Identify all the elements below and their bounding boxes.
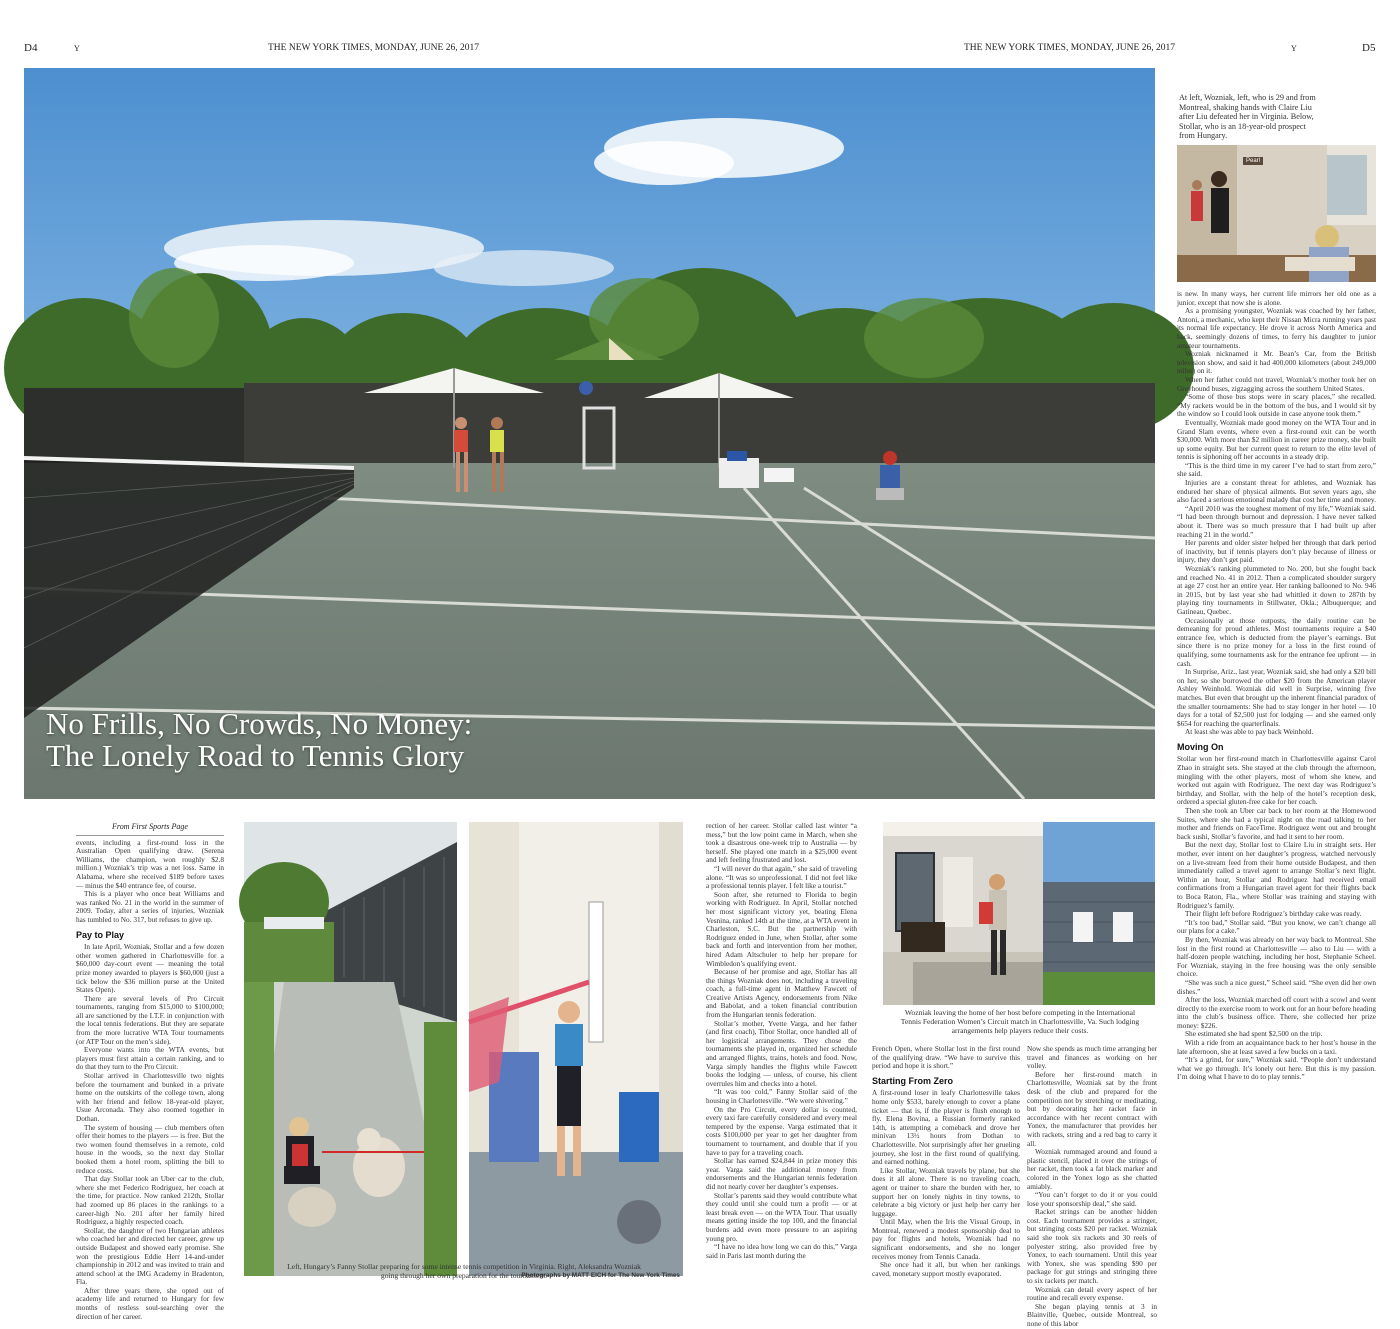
paragraph: Stollar, the daughter of two Hungarian athletes who coached her and directed her career, grew up outside Budapest and showed early promise. She won the prestigious Eddie Herr 14-and-under championship in 2012 and was invited to train and attend school at the IMG Academy in Bradenton, Fla. [76,1225,224,1287]
running-header-left: THE NEW YORK TIMES, MONDAY, JUNE 26, 2017 [268,43,479,53]
paragraph: “April 2010 was the toughest moment of my life,” Wozniak said. “I had been through burnout and depression. I have never talked about it. There was so much pressure that I had built up after reaching 21 in the world.” [1177,503,1376,539]
paragraph: Wozniak can detail every aspect of her routine and recall every expense. [1027,1284,1157,1303]
paragraph: Now she spends as much time arranging her travel and finances as working on her volley. [1027,1044,1157,1071]
paragraph: She began playing tennis at 3 in Blainville, Quebec, outside Montreal, so none of this labor [1027,1301,1157,1328]
paragraph: A first-round loser in leafy Charlottesville takes home only $533, barely enough to cover a plane ticket — that is, if the player is flush enough to fly. Elena Bovina, a Russian formerly ranked 14th, is attempting a comeback and drove her minivan 13½ hours from Dothan to Charlottesville. Not surprisingly after her grueling journey, she lost in the first round of qualifying, and earned nothing. [872,1088,1020,1167]
paragraph: Her parents and older sister helped her through that dark period of inactivity, but if tennis players don’t play because of illness or injury, they don’t get paid. [1177,538,1376,565]
paragraph: “I will never do that again,” she said of traveling alone. “It was so unprofessional. I did not feel like a professional tennis player. I felt like a tourist.” [706,863,857,891]
porch-photo [883,822,1155,1005]
page-number-right: D5 [1362,42,1376,54]
paragraph: Before her first-round match in Charlottesville, Wozniak sat by the front desk of the club and prepared for the competition not by stretching or meditating, but by decorating her racket face in accordance with her recent contract with Yonex, the manufacturer that provides her with rackets, string and a red bag to carry it all. [1027,1069,1157,1148]
photo-caption-pair: Left, Hungary’s Fanny Stollar preparing for some intense tennis competition in Virginia. Right, Aleksandra Wozniak going through her own preparation for the tournament. [287,1262,641,1280]
paragraph: She once had it all, but when her rankings caved, monetary support mostly evaporated. [872,1260,1020,1278]
paragraph: Wozniak rummaged around and found a plastic stencil, placed it over the strings of her racket, then took a fat black marker and colored in the Yonex logo as she chatted amiably. [1027,1147,1157,1191]
wozniak-stretching-illustration [469,822,683,1276]
stollar-dogs-photo [244,822,457,1276]
paragraph: events, including a first-round loss in the Australian Open qualifying draw. (Serena Williams, the champion, won roughly $2.8 million.) Wozniak’s trip was a net loss. Same in Alabama, where she received $189 before taxes — minus the $40 entrance fee, of course. [76,837,224,890]
paragraph: Everyone wants into the WTA events, but players must first attain a certain ranking, and to do that they turn to the Pro Circuit. [76,1045,224,1072]
headline-line-1: No Frills, No Crowds, No Money: [46,706,473,741]
page-number-left: D4 [24,42,38,54]
paragraph: Because of her promise and age, Stollar has all the things Wozniak does not, including a traveling coach, a full-time agent in Matthew Fawcett of Creative Artists Agency, endorsements from Nike and Babolat, and a token financial contribution from the Hungarian tennis federation. [706,967,857,1020]
paragraph: “She was such a nice guest,” Scheel said. “She even did her own dishes.” [1177,977,1376,996]
paragraph: By then, Wozniak was already on her way back to Montreal. She lost in the first round at Charlottesville — also to Liu — with a half-dozen people watching, including her host, Stephanie Scheel. For Wozniak, staying in the free housing was the only sensible choice. [1177,934,1376,979]
subhead-pay-to-play: Pay to Play [76,929,125,940]
paragraph: “It’s a grind, for sure,” Wozniak said. “People don’t understand what we go through. It’s lonely out here. But this is my passion. I’m doing what I have to do to play tennis.” [1177,1055,1376,1082]
porch-illustration [883,822,1155,1005]
paragraph: Occasionally at those outposts, the daily routine can be demeaning for proud athletes. Most tournaments require a $40 entrance fee, which is deducted from the player’s earnings. But since there is no prize money for a loss in the first round of qualifying, some tournaments ask for the entrance fee upfront — in cash. [1177,615,1376,668]
paragraph: In Surprise, Ariz., last year, Wozniak said, she had only a $20 bill on her, so she borrowed the other $20 from the American player Ashley Weinhold. Wozniak did well in Surprise, winning five matches. But even that brought up the inherent financial paradox of the smaller tournaments: She had to stay longer in her hotel — 10 days for a total of $2,500 just for lodging — and she earned only $654 for reaching the quarterfinals. [1177,667,1376,728]
paragraph: On the Pro Circuit, every dollar is counted, every taxi fare carefully considered and every meal tempered by the expense. Varga estimated that it costs $100,000 per year to get her daughter from tournament to tournament, and double that if you have to pay for a traveling coach. [706,1104,857,1157]
paragraph: “It’s too bad,” Stollar said. “But you know, we can’t change all our plans for a cake.” [1177,917,1376,936]
article-column-1 [76,822,224,1321]
hero-tennis-court-photo [24,68,1155,799]
edition-mark-left: Y [74,44,80,53]
photo-caption-right: At left, Wozniak, left, who is 29 and from Montreal, shaking hands with Claire Liu after Liu defeated her in Virginia. Below, Stollar, who is an 18-year-old prospect from Hungary. [1179,93,1316,141]
paragraph: “It was too cold,” Fanny Stollar said of the housing in Charlottesville. “We were shivering.” [706,1087,857,1105]
paragraph: “I have no idea how long we can do this,” Varga said in Paris last month during the [706,1242,857,1260]
paragraph: Stollar’s parents said they would contribute what they could until she could turn a profit — or at least break even — on the WTA Tour. That usually means getting inside the top 100, and the financial burdens add even more pressure to an aspiring young pro. [706,1190,857,1243]
paragraph: Injuries are a constant threat for athletes, and Wozniak has endured her share of physical ailments. But seven years ago, she also faced a serious emotional malady that cost her time and money. [1177,478,1376,505]
paragraph: Wozniak’s ranking plummeted to No. 200, but she fought back and reached No. 41 in 2012. Then a complicated shoulder surgery at age 27 cost her an entire year. Her ranking ballooned to No. 946 in 2015, but by last year she had whittled it down to 287th by playing tiny tournaments in Stillwater, Okla.; Albuquerque; and Gatineau, Quebec. [1177,564,1376,616]
hotel-sign: Pearl [1243,157,1263,165]
article-column-5 [1177,290,1376,1284]
edition-mark-right: Y [1291,44,1297,53]
paragraph: Stollar has earned $24,844 in prize money this year. Varga said the additional money from endorsements and the Hungarian tennis federation did not nearly cover her daughter’s expenses. [706,1156,857,1191]
paragraph: is new. In many ways, her current life mirrors her old one as a junior, except that now she is alone. [1177,289,1376,307]
paragraph: “You can’t forget to do it or you could lose your sponsorship deal,” she said. [1027,1190,1157,1208]
paragraph: But the next day, Stollar lost to Claire Liu in straight sets. Her mother, ever intent on her daughter’s progress, watched nervously on a live-stream feed from their home outside Budapest, and then immediately called a travel agent to arrange Stollar’s next flight. Within an hour, Stollar and Rodriguez had received email confirmations from a Hungarian travel agent for their flights back to Boca Raton, Fla., where Stollar was training and staying with Rodriguez’s family. [1177,840,1376,910]
paragraph: rection of her career. Stollar called last winter “a mess,” but the low point came in March, when she took a disastrous one-week trip to Australia — by herself. She played one match in a $25,000 event and left feeling frustrated and lost. [706,821,857,865]
article-column-3 [872,1045,1020,1284]
paragraph: Like Stollar, Wozniak travels by plane, but she does it all alone. There is no traveling coach, agent or trainer to share the burden with her, to support her on lonely nights in tiny towns, to celebrate a big victory or just help her carry her luggage. [872,1165,1020,1218]
paragraph: Racket strings can be another hidden cost. Each tournament provides a stringer, but stringing costs $20 per racket. Wozniak said she took six rackets and 30 reels of polyester string, also provided free by Yonex, to each tournament. Until this year with Yonex, she was spending $90 per package for gut strings and stringing three to six rackets per match. [1027,1207,1157,1286]
article-column-2 [706,822,857,1284]
paragraph: That day Stollar took an Uber car to the club, where she met Federico Rodriguez, her coach at the time, for practice. Now ranked 212th, Stollar had zoomed up 86 places in the rankings to a career-high No. 201 after her family hired Rodriguez, a highly respected coach. [76,1174,224,1227]
subhead-moving-on: Moving On [1177,741,1224,752]
paragraph: French Open, where Stollar lost in the first round of the qualifying draw. “We have to survive this period and hope it is short.” [872,1044,1020,1071]
article-column-4 [1027,1044,1157,1328]
kicker: From First Sports Page [112,822,188,831]
paragraph: Eventually, Wozniak made good money on the WTA Tour and in Grand Slam events, where even a first-round exit can be worth $30,000. With more than $2 million in career prize money, she built up some equity. But her current quest to return to the elite level of tennis is siphoning off her accounts in a steady drip. [1177,417,1376,462]
paragraph: Stollar won her first-round match in Charlottesville against Carol Zhao in straight sets. She stayed at the club through the afternoon, mingling with the other players, most of whom she knew, and worked out again with Rodriguez. The next day was Rodriguez’s birthday, and Stollar, with the help of the hotel’s reception desk, ordered a special gluten-free cake for her coach. [1177,754,1376,807]
tennis-court-illustration [24,68,1155,799]
headline-line-2: The Lonely Road to Tennis Glory [46,738,465,773]
paragraph: Soon after, she returned to Florida to begin working with Rodriguez. In April, Stollar notched her most significant victory yet, beating Elena Vesnina, ranked 14th at the time, at a WTA event in Charleston, S.C. But the partnership with Rodriguez ended in June, when Stollar, after some back and forth and intervention from her mother, hired Adam Altschuler to help her prepare for Wimbledon’s qualifying event. [706,889,857,968]
paragraph: As a promising youngster, Wozniak was coached by her father, Antoni, a mechanic, who kept their Nissan Micra running years past its normal life expectancy. He drove it across North America and back, seemingly dozens of times, to ferry his daughter to junior amateur tournaments. [1177,306,1376,350]
hotel-lobby-photo [1177,145,1376,282]
paragraph: When her father could not travel, Wozniak’s mother took her on Greyhound buses, zigzagging across the southern United States. [1177,374,1376,393]
paragraph: “Some of those bus stops were in scary places,” she recalled. “My rackets would be in the bottom of the bus, and I would sit by the window so I could look outside in case anyone took them.” [1177,392,1376,419]
paragraph: “This is the third time in my career I’ve had to start from zero,” she said. [1177,460,1376,479]
paragraph: Then she took an Uber car back to her room at the Homewood Suites, where she had a typical night on the road talking to her mother and friends on FaceTime. Rodriguez went out and brought back sushi, Stollar’s favorite, and had it sent to her room. [1177,806,1376,841]
photo-caption-porch: Wozniak leaving the home of her host before competing in the International Tennis Federation Women’s Circuit match in Charlottesville, Va. Such lodging arrangements help players reduce their costs. [900,1008,1140,1035]
paragraph: Their flight left before Rodriguez’s birthday cake was ready. [1185,909,1362,919]
photo-credit: Photographs by MATT EICH for The New York Times [521,1272,680,1279]
running-header-right: THE NEW YORK TIMES, MONDAY, JUNE 26, 2017 [964,43,1175,53]
paragraph: Wozniak nicknamed it Mr. Bean’s Car, from the British television show, and said it had 400,000 kilometers (about 249,000 miles) on it. [1177,349,1376,376]
paragraph: She estimated she had spent $2,500 on the trip. [1185,1029,1323,1039]
hotel-lobby-illustration [1177,145,1376,282]
subhead-starting-from-zero: Starting From Zero [872,1075,954,1086]
paragraph: After the loss, Wozniak marched off court with a scowl and went directly to the exercise room to work out for an hour before heading into the club’s business office. There, she collected her prize money: $226. [1177,995,1376,1030]
stollar-dogs-illustration [244,822,457,1276]
paragraph: The system of housing — club members often offer their homes to the players — is free. But the two women found themselves in a remote, cold house in the woods, so the next day Stollar booked them a hotel room, splitting the bill to reduce costs. [76,1122,224,1175]
paragraph: In late April, Wozniak, Stollar and a few dozen other women gathered in Charlottesville for a $60,000 day-court event — meaning the total prize money awarded to players is $60,000 (just a tick below the $36 million purse at the United States Open). [76,942,224,995]
paragraph: This is a player who once beat Williams and was ranked No. 21 in the world in the summer of 2009. Today, after a series of injuries, Wozniak has tumbled to No. 317, but refuses to give up. [76,889,224,924]
wozniak-stretching-photo [469,822,683,1276]
paragraph: With a ride from an acquaintance back to her host’s house in the late afternoon, she at least saved a few bucks on a taxi. [1177,1038,1376,1056]
paragraph: Stollar’s mother, Yvette Varga, and her father (and first coach), Tibor Stollar, once handled all of her logistical arrangements. They chose the tournaments she played in, organized her schedule and arranged flights, trains, hotels and food. Now, Varga simply handles the flights while Fawcett books the lodging — unless, of course, his client overrules him and checks into a hotel. [706,1018,857,1088]
paragraph: There are several levels of Pro Circuit tournaments, ranging from $15,000 to $100,000; all are sanctioned by the I.T.F. in conjunction with the local tennis federations. But they are separate from the more lucrative WTA Tour tournaments (or ATP Tour on the men’s side). [76,993,224,1046]
paragraph: At least she was able to pay back Weinhold. [1185,727,1314,737]
paragraph: Until May, when the Iris the Visual Group, in Montreal, renewed a modest sponsorship deal to pay for flights and hotels, Wozniak had no significant endorsements, and she no longer receives money from Tennis Canada. [872,1217,1020,1261]
paragraph: After three years there, she opted out of academy life and returned to Hungary for few months of restless soul-searching over the direction of her career. [76,1285,224,1321]
paragraph: Stollar arrived in Charlottesville two nights before the tournament and bunked in a private home on the outskirts of the college town, along with her friend and fellow 18-year-old player, Usue Arconada. They also roomed together in Dothan. [76,1071,224,1123]
